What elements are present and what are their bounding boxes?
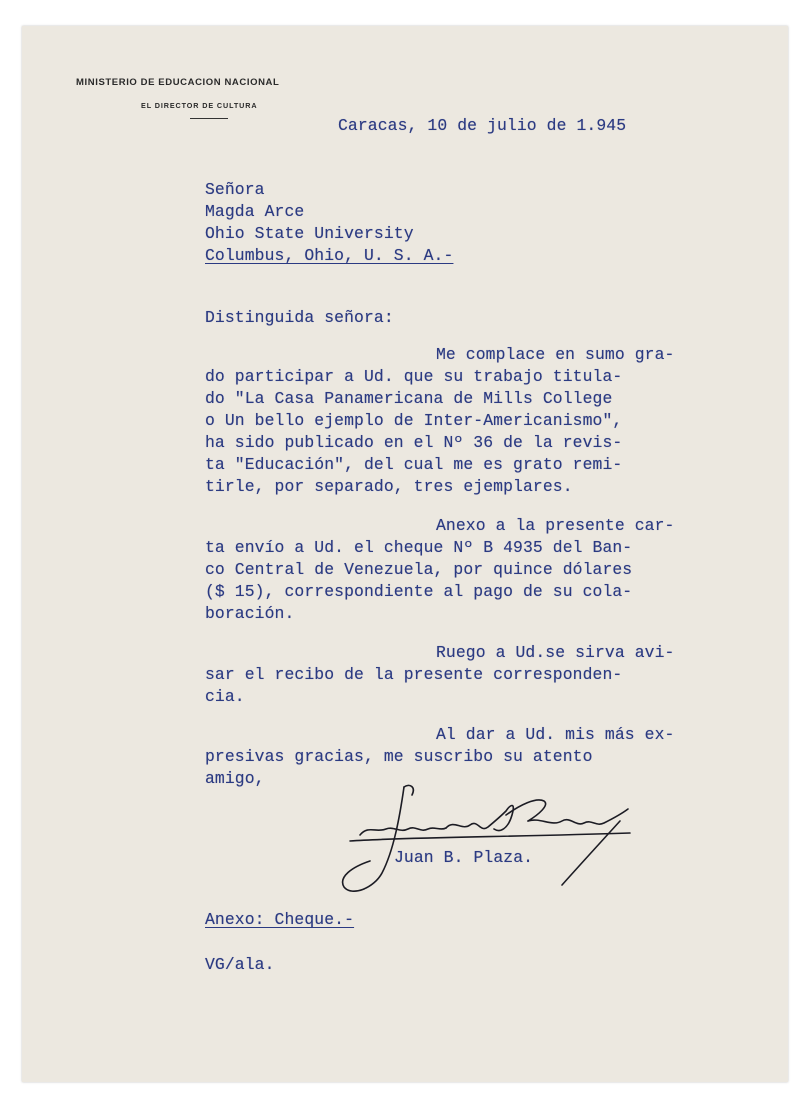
recipient-title: Señora xyxy=(205,180,265,199)
paragraph-1-line-5: ha sido publicado en el Nº 36 de la revis- xyxy=(205,433,623,452)
enclosure-note: Anexo: Cheque.- xyxy=(205,910,355,929)
paragraph-2-line-2: ta envío a Ud. el cheque Nº B 4935 del Ban- xyxy=(205,538,633,557)
salutation: Distinguida señora: xyxy=(205,308,394,327)
letterhead-ministry: MINISTERIO DE EDUCACION NACIONAL xyxy=(76,77,280,88)
recipient-institution: Ohio State University xyxy=(205,224,414,243)
paragraph-1-line-6: ta "Educación", del cual me es grato remi- xyxy=(205,455,623,474)
paragraph-2-line-5: boración. xyxy=(205,604,295,623)
paragraph-1-line-7: tirle, por separado, tres ejemplares. xyxy=(205,477,573,496)
paragraph-1-line-4: o Un bello ejemplo de Inter-Americanismo", xyxy=(205,411,623,430)
recipient-address: Columbus, Ohio, U. S. A.- xyxy=(205,246,454,265)
paragraph-3-line-2: sar el recibo de la presente corresponden- xyxy=(205,665,623,684)
signatory-name: Juan B. Plaza. xyxy=(394,848,534,867)
paragraph-2-line-3: co Central de Venezuela, por quince dólares xyxy=(205,560,633,579)
paragraph-2-line-4: ($ 15), correspondiente al pago de su cola- xyxy=(205,582,633,601)
paragraph-4-line-1: Al dar a Ud. mis más ex- xyxy=(436,725,675,744)
letterhead-rule xyxy=(190,118,228,119)
paragraph-3-line-3: cia. xyxy=(205,687,245,706)
paragraph-4-line-3: amigo, xyxy=(205,769,265,788)
letterhead-office: EL DIRECTOR DE CULTURA xyxy=(141,101,258,110)
date-line: Caracas, 10 de julio de 1.945 xyxy=(338,116,627,135)
recipient-name: Magda Arce xyxy=(205,202,305,221)
paragraph-3-line-1: Ruego a Ud.se sirva avi- xyxy=(436,643,675,662)
paragraph-2-line-1: Anexo a la presente car- xyxy=(436,516,675,535)
handwritten-signature xyxy=(330,775,640,905)
paragraph-1-line-2: do participar a Ud. que su trabajo titula- xyxy=(205,367,623,386)
paragraph-1-line-1: Me complace en sumo gra- xyxy=(436,345,675,364)
reference-initials: VG/ala. xyxy=(205,955,275,974)
paragraph-1-line-3: do "La Casa Panamericana de Mills College xyxy=(205,389,613,408)
paragraph-4-line-2: presivas gracias, me suscribo su atento xyxy=(205,747,593,766)
